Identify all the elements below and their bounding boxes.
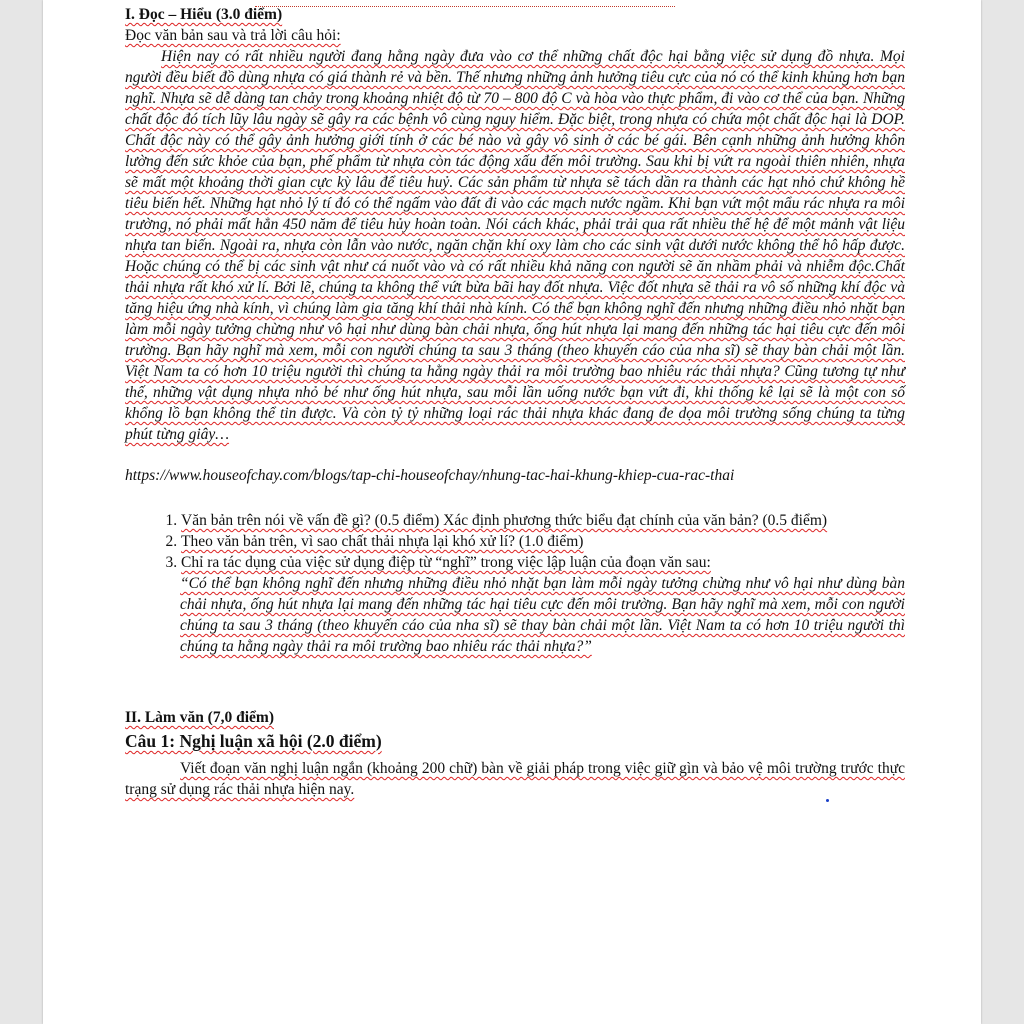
question-2: 2. Theo văn bản trên, vì sao chất thải nhựa lại khó xử lí? (1.0 điểm) [181,531,905,552]
section-1-heading: I. Đọc – Hiểu (3.0 điểm) [125,6,283,23]
source-url: https://www.houseofchay.com/blogs/tap-chi-houseofchay/nhung-tac-hai-khung-khiep-cua-rac-thai [125,467,735,484]
text-cursor-dot [826,799,829,802]
question-1-essay-heading: Câu 1: Nghị luận xã hội (2.0 điểm) [125,731,382,751]
document-body[interactable] [125,4,905,800]
question-list [125,510,905,573]
question-3: 3. Chỉ ra tác dụng của việc sử dụng điệp từ “nghĩ” trong việc lập luận của đoạn văn sau: [181,552,905,573]
quoted-excerpt: “Có thể bạn không nghĩ đến nhưng những điều nhỏ nhặt bạn làm mỗi ngày tưởng chừng như vô hại như dùng bàn chải nhựa, ống hút nhựa lại mang đến những tác hại tiêu cực đến môi trường. Bạn hãy nghĩ mà xem, mỗi con người chúng ta sau 3 tháng (theo khuyến cáo của nha sĩ) sẽ thay bàn chải một lần. Việt Nam ta có hơn 10 triệu người thì chúng ta hằng ngày thải ra môi trường bao nhiêu rác thải nhựa?” [180,575,905,655]
section-2-heading: II. Làm văn (7,0 điểm) [125,709,274,726]
reading-passage: Hiện nay có rất nhiều người đang hằng ngày đưa vào cơ thể những chất độc hại bằng việc sử dụng đồ nhựa. Mọi người đều biết đồ dùng nhựa có giá thành rẻ và bền. Thế nhưng những ảnh hưởng tiêu cực của nó có thể kinh khủng hơn bạn nghĩ. Nhựa sẽ dễ dàng tan chảy trong khoảng nhiệt độ từ 70 – 800 độ C và hòa vào thực phẩm, đi vào cơ thể của bạn. Những chất độc đó tích lũy lâu ngày sẽ gây ra các bệnh vô cùng nguy hiểm. Đặc biệt, trong nhựa có chứa một chất độc hại là DOP. Chất độc này có thể gây ảnh hưởng giới tính ở các bé nào và gây vô sinh ở các bé gái. Bên cạnh những ảnh hưởng khôn lường đến sức khỏe của bạn, phế phẩm từ nhựa còn tác động xấu đến môi trường. Sau khi bị vứt ra ngoài thiên nhiên, nhựa sẽ mất một khoảng thời gian cực kỳ lâu để tiêu huỷ. Các sản phẩm từ nhựa sẽ tách dần ra thành các hạt nhỏ chứ không hề tiêu biến hết. Những hạt nhỏ lý tí đó có thể ngấm vào đất đi vào các mạch nước ngầm. Khi bạn vứt một mẩu rác nhựa ra môi trường, nó phải mất hẳn 450 năm để tiêu hủy hoàn toàn. Nói cách khác, phải trải qua rất nhiều thế hệ để một mảnh vật liệu nhựa tan biến. Ngoài ra, nhựa còn lẫn vào nước, ngăn chặn khí oxy làm cho các sinh vật dưới nước không thể hô hấp được. Hoặc chúng có thể bị các sinh vật như cá nuốt vào và có rất nhiều khả năng con người sẽ ăn nhầm phải và nhiễm độc.Chất thải nhựa rất khó xử lí. Bởi lẽ, chúng ta không thể vứt bừa bãi hay đốt nhựa. Việc đốt nhựa sẽ thải ra vô số những khí độc và tăng hiệu ứng nhà kính, vì chúng làm gia tăng khí thải nhà kính. Có thể bạn không nghĩ đến nhưng những điều nhỏ nhặt bạn làm mỗi ngày tưởng chừng như vô hại như dùng bàn chải nhựa, ống hút nhựa lại mang đến những tác hại tiêu cực đến môi trường. Bạn hãy nghĩ mà xem, mỗi con người chúng ta sau 3 tháng (theo khuyến cáo của nha sĩ) sẽ thay bàn chải một lần. Việt Nam ta có hơn 10 triệu người thì chúng ta hằng ngày thải ra môi trường bao nhiêu rác thải nhựa? Cũng tương tự như thế, những vật dụng nhựa nhỏ bé như ống hút nhựa, sau mỗi lần uống nước bạn vứt đi, khi thống kê lại sẽ là một con số khổng lồ bạn không thể tin được. Và còn tỷ tỷ những loại rác thải nhựa khác đang đe dọa môi trường sống chúng ta từng phút từng giây… [125,48,905,443]
document-page [43,0,981,1024]
previous-line-fragment [255,0,675,7]
reading-instruction: Đọc văn bản sau và trả lời câu hỏi: [125,27,341,44]
question-1: 1. Văn bản trên nói về vấn đề gì? (0.5 điểm) Xác định phương thức biểu đạt chính của văn bản? (0.5 điểm) [181,510,905,531]
essay-task: Viết đoạn văn nghị luận ngắn (khoảng 200 chữ) bàn về giải pháp trong việc giữ gìn và bảo vệ môi trường trước thực trạng sử dụng rác thải nhựa hiện nay. [125,760,905,798]
